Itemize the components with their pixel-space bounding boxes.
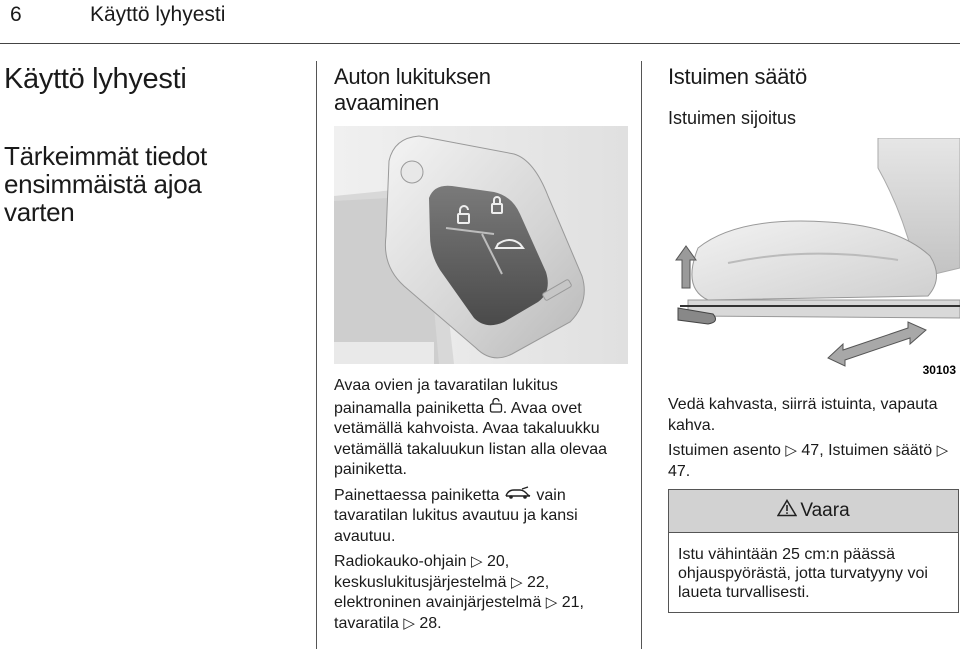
trunk-text-a: Painettaessa painiketta	[334, 486, 500, 504]
ref-text-e: 28.	[419, 614, 442, 632]
seat-instructions: Vedä kahvasta, siirrä istuinta, vapauta kahva.	[668, 396, 938, 434]
chapter-title: Käyttö lyhyesti	[4, 63, 187, 95]
warning-title: Vaara	[800, 500, 850, 521]
ref-text-a: Radiokauko-ohjain	[334, 553, 467, 570]
unlock-padlock-icon	[489, 397, 503, 420]
column-divider-2	[641, 61, 642, 649]
section-heading-unlocking: Auton lukituksen avaaminen	[334, 64, 491, 115]
header-rule	[0, 43, 960, 44]
seat-ref-a: Istuimen asento	[668, 442, 781, 459]
reference-arrow-icon: ▷	[470, 553, 483, 570]
trunk-open-icon	[504, 486, 532, 507]
running-header: Käyttö lyhyesti	[90, 3, 226, 26]
trunk-paragraph	[334, 486, 628, 548]
warning-triangle-icon	[777, 499, 797, 523]
unlock-text-b: . Avaa ovet vetämällä kahvoista. Avaa takaluukku vetämällä takaluukun listan alla olevaa painiketta.	[334, 399, 608, 478]
seat-ref-b: 47, Istuimen säätö	[801, 442, 933, 459]
reference-arrow-icon: ▷	[403, 614, 415, 632]
warning-text: Istu vähintään 25 cm:n päässä ohjauspyörästä, jotta turvatyyny voi laueta turvallisesti.	[678, 546, 928, 601]
subheading-seat-position: Istuimen sijoitus	[668, 108, 797, 128]
unlocking-text	[334, 376, 628, 639]
image-number: 30103	[922, 363, 956, 377]
seat-text	[668, 395, 958, 487]
ref-text-b: 20, keskuslukitusjärjestelmä	[334, 553, 510, 591]
unlock-text-a: Avaa ovien ja tavaratilan lukitus painamalla painiketta	[334, 377, 558, 417]
trunk-text-b: vain tavaratilan lukitus avautuu ja kansi avautuu.	[334, 486, 578, 545]
ref-text-c: 22, elektroninen avainjärjestelmä	[334, 573, 550, 611]
seat-references	[668, 441, 958, 482]
seat-adjust-image	[668, 138, 960, 378]
ref-text-d: 21, tavaratila	[334, 594, 584, 632]
warning-header	[669, 490, 958, 533]
references-paragraph	[334, 552, 628, 634]
seat-ref-c: 47.	[668, 462, 691, 480]
column-divider-1	[316, 61, 317, 649]
unlock-paragraph	[334, 376, 628, 481]
reference-arrow-icon: ▷	[510, 573, 523, 591]
section-heading-seat: Istuimen säätö	[668, 64, 807, 89]
warning-box	[668, 489, 959, 613]
chapter-subtitle: Tärkeimmät tiedot ensimmäistä ajoa varten	[4, 141, 207, 227]
reference-arrow-icon: ▷	[936, 442, 949, 459]
reference-arrow-icon: ▷	[785, 442, 797, 459]
reference-arrow-icon: ▷	[545, 594, 558, 611]
page-number: 6	[10, 3, 22, 26]
key-fob-image	[334, 126, 628, 364]
